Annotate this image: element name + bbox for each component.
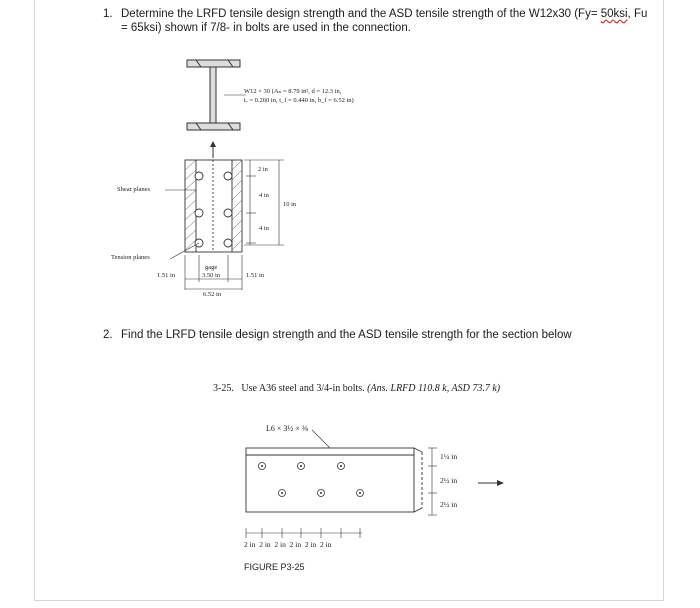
dim-1-25in: 1¼ in xyxy=(440,452,458,461)
problem-number: 3-25. xyxy=(213,383,234,394)
problem-3-25 xyxy=(213,383,500,394)
question-2-number: 2. xyxy=(103,329,113,341)
pull-arrowhead xyxy=(497,480,504,486)
section-props-line2: tᵥ = 0.260 in, t_f = 0.440 in, b_f = 6.52 in) xyxy=(244,97,354,104)
load-arrowhead xyxy=(210,141,216,147)
dim-4in-b: 4 in xyxy=(259,225,269,232)
dim-2-5in-b: 2½ in xyxy=(440,500,458,509)
question-1-fy: 50ksi xyxy=(600,8,628,20)
dim-right-151: 1.51 in xyxy=(246,272,265,279)
question-1-number: 1. xyxy=(103,8,113,20)
dim-10in: 10 in xyxy=(283,201,297,208)
gage-value: 3.50 in xyxy=(202,272,221,279)
angle-leader xyxy=(312,430,330,448)
angle-label: L6 × 3½ × ⅜ xyxy=(266,424,308,433)
gage-label: gage xyxy=(205,264,218,271)
angle-plate xyxy=(246,448,422,512)
angle-bolt-centers xyxy=(261,465,361,494)
question-1-text-b: , Fu xyxy=(627,8,648,20)
problem-answer: (Ans. LRFD 110.8 k, ASD 73.7 k) xyxy=(367,383,501,394)
question-1-text-a: Determine the LRFD tensile design strength and the ASD tensile strength of the W12x30 (Fy= xyxy=(121,8,601,20)
question-1-text-line2: = 65ksi) shown if 7/8- in bolts are used in the connection. xyxy=(121,22,411,34)
angle-bolts xyxy=(259,463,364,497)
tension-planes-label: Tension planes xyxy=(111,254,150,261)
spacing-dims: 2 in 2 in 2 in 2 in 2 in 2 in xyxy=(244,540,332,549)
section-props-line1: W12 × 30 (Aₙ = 8.79 in², d = 12.3 in, xyxy=(244,88,342,95)
dim-left-151: 1.51 in xyxy=(157,272,176,279)
bf-dim: 6.52 in xyxy=(203,291,222,298)
question-2-text: Find the LRFD tensile design strength and the ASD tensile strength for the section below xyxy=(121,329,572,341)
question-2 xyxy=(103,328,653,342)
hatching xyxy=(185,160,242,250)
problem-text: Use A36 steel and 3/4-in bolts. xyxy=(241,383,365,394)
shear-planes-label: Shear planes xyxy=(117,186,151,193)
figure-caption: FIGURE P3-25 xyxy=(244,562,305,572)
angle-bottom-dims xyxy=(246,528,362,538)
dim-2-5in-a: 2½ in xyxy=(440,476,458,485)
tension-leader xyxy=(170,243,199,259)
dim-4in-a: 4 in xyxy=(259,192,269,199)
dim-2in: 2 in xyxy=(258,166,268,173)
angle-right-dims xyxy=(428,448,437,515)
bolts xyxy=(195,172,232,247)
